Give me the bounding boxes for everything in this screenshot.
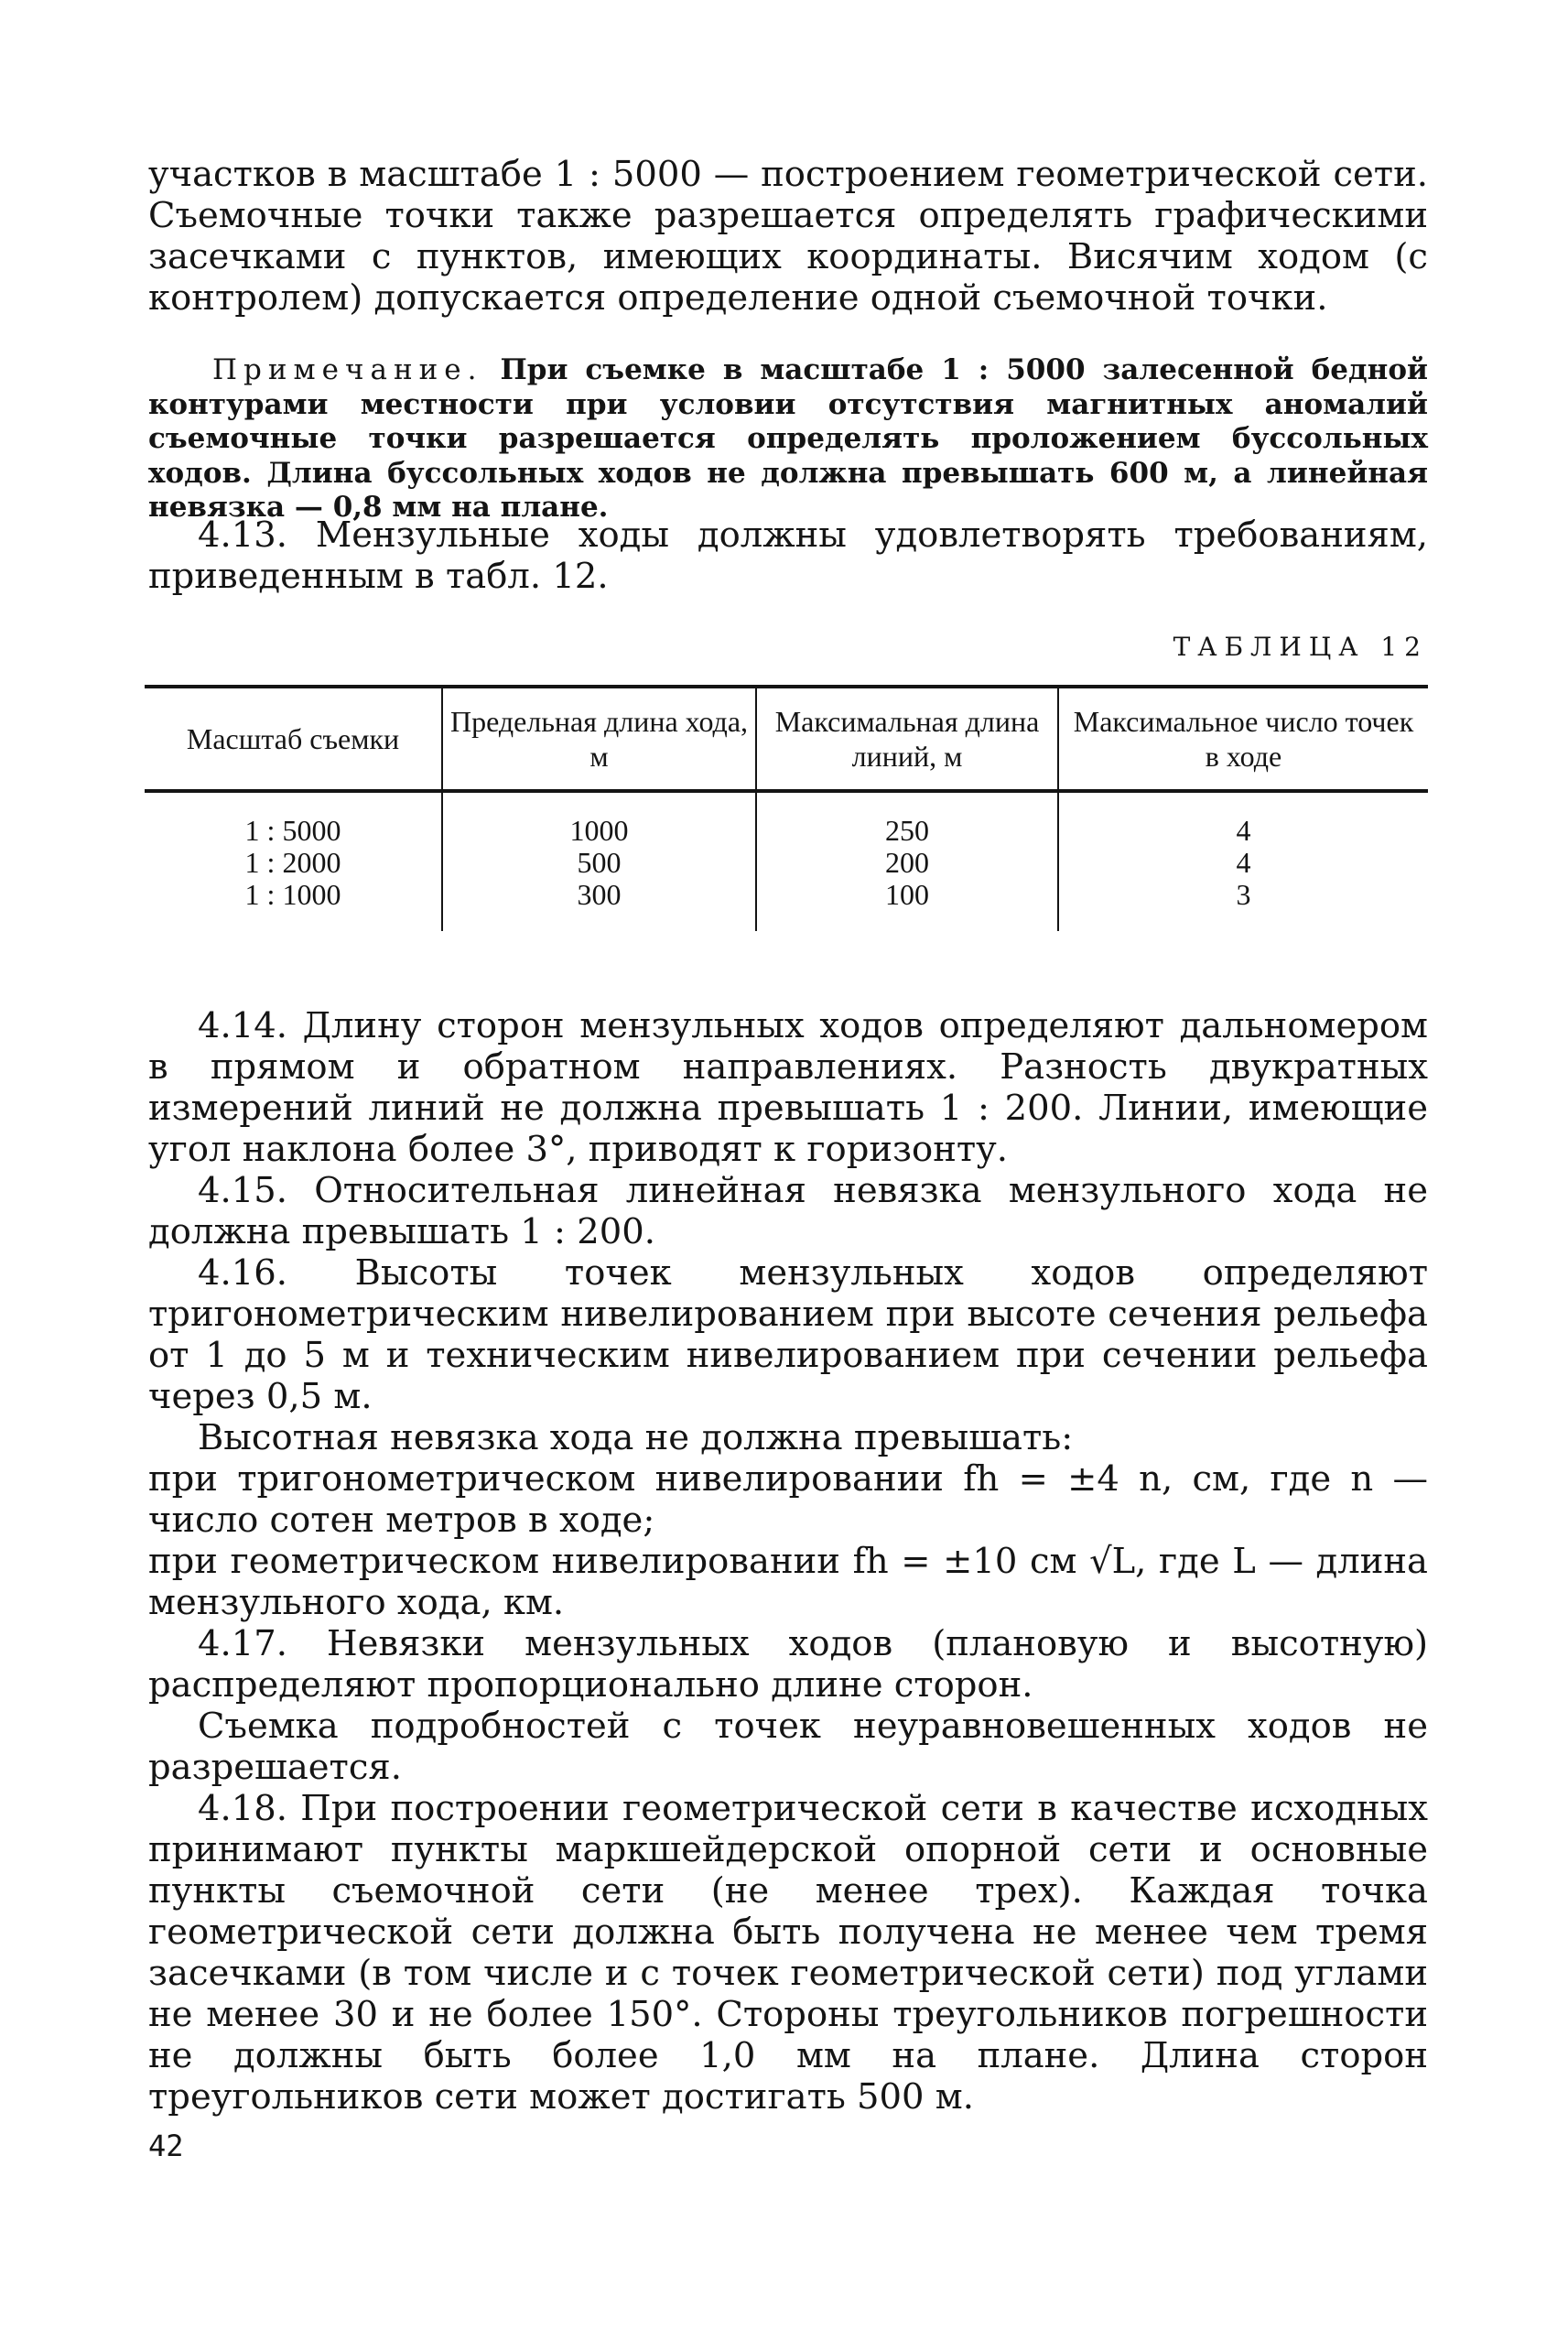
paragraph-height-intro: Высотная невязка хода не должна превышать: [198,1417,1074,1458]
table-caption: ТАБЛИЦА 12 [1173,632,1428,662]
body-text [148,1005,1428,2118]
note-text [148,353,1428,525]
note-block [148,353,1428,525]
paragraph-trig-levelling: при тригонометрическом нивелировании fh = ±4 n, см, где n — число сотен метров в ходе; [148,1458,1428,1541]
cell-line-length-1: 250 [885,814,929,847]
paragraph-4-16: 4.16. Высоты точек мензульных ходов определяют тригонометрическим нивелированием при высоте сечения рельефа от 1 до 5 м и техническим нивелированием при сечении рельефа через 0,5 м. [148,1252,1428,1417]
cell-traverse-length-1: 1000 [569,814,629,847]
paragraph-intro-text: участков в масштабе 1 : 5000 — построением геометрической сети. Съемочные точки также разрешается определять графическими засечками с пунктов, имеющих координаты. Висячим ходом (с контролем) допускается определение одной съемочной точки. [148,154,1428,319]
cell-point-count-1: 4 [1236,814,1251,847]
table-12 [145,685,1428,931]
paragraph-4-14: 4.14. Длину сторон мензульных ходов определяют дальномером в прямом и обратном направлениях. Разность двукратных измерений линий не должна превышать 1 : 200. Линии, имеющие угол наклона более 3°, приводят к горизонту. [148,1005,1428,1170]
paragraph-4-18: 4.18. При построении геометрической сети в качестве исходных принимают пункты маркшейдерской опорной сети и основные пункты съемочной сети (не менее трех). Каждая точка геометрической сети должна быть получена не менее чем тремя засечками (в том числе и с точек геометрической сети) под углами не менее 30 и не более 150°. Стороны треугольников погрешности не должны быть более 1,0 мм на плане. Длина сторон треугольников сети может достигать 500 м. [148,1788,1428,2118]
column-traverse-length [442,791,756,931]
paragraph-4-13-text: 4.13. Мензульные ходы должны удовлетворять требованиям, приведенным в табл. 12. [148,515,1428,597]
cell-traverse-length-2: 500 [577,846,622,879]
paragraph-intro [148,154,1428,319]
page-number: 42 [148,2129,184,2163]
paragraph-survey-details: Съемка подробностей с точек неуравновешенных ходов не разрешается. [148,1706,1428,1788]
header-max-points: Максимальное число точек в ходе [1058,687,1428,791]
header-max-line-length: Максимальная длина линий, м [756,687,1058,791]
table-row [145,791,1428,931]
cell-scale-2: 1 : 2000 [244,846,341,879]
cell-line-length-3: 100 [885,878,929,911]
paragraph-4-15: 4.15. Относительная линейная невязка мензульного хода не должна превышать 1 : 200. [148,1170,1428,1252]
header-scale: Масштаб съемки [145,687,442,791]
column-point-count [1058,791,1428,931]
column-line-length [756,791,1058,931]
paragraph-geom-levelling: при геометрическом нивелировании fh = ±10 см √L, где L — длина мензульного хода, км. [148,1541,1428,1623]
paragraph-4-17: 4.17. Невязки мензульных ходов (плановую и высотную) распределяют пропорционально длине сторон. [148,1623,1428,1706]
table-header-row [145,687,1428,791]
cell-scale-3: 1 : 1000 [244,878,341,911]
cell-traverse-length-3: 300 [577,878,622,911]
cell-scale-1: 1 : 5000 [244,814,341,847]
note-body: При съемке в масштабе 1 : 5000 залесенной бедной контурами местности при условии отсутствия магнитных аномалий съемочные точки разрешается определять проложением буссольных ходов. Длина буссольных ходов не должна превышать 600 м, а линейная невязка — 0,8 мм на плане. [148,353,1429,525]
cell-line-length-2: 200 [885,846,929,879]
note-label: Примечание. [212,353,483,386]
paragraph-4-13 [148,515,1428,597]
header-max-traverse-length: Предельная длина хода, м [442,687,756,791]
cell-point-count-3: 3 [1236,878,1251,911]
cell-point-count-2: 4 [1236,846,1251,879]
column-scale [145,791,442,931]
